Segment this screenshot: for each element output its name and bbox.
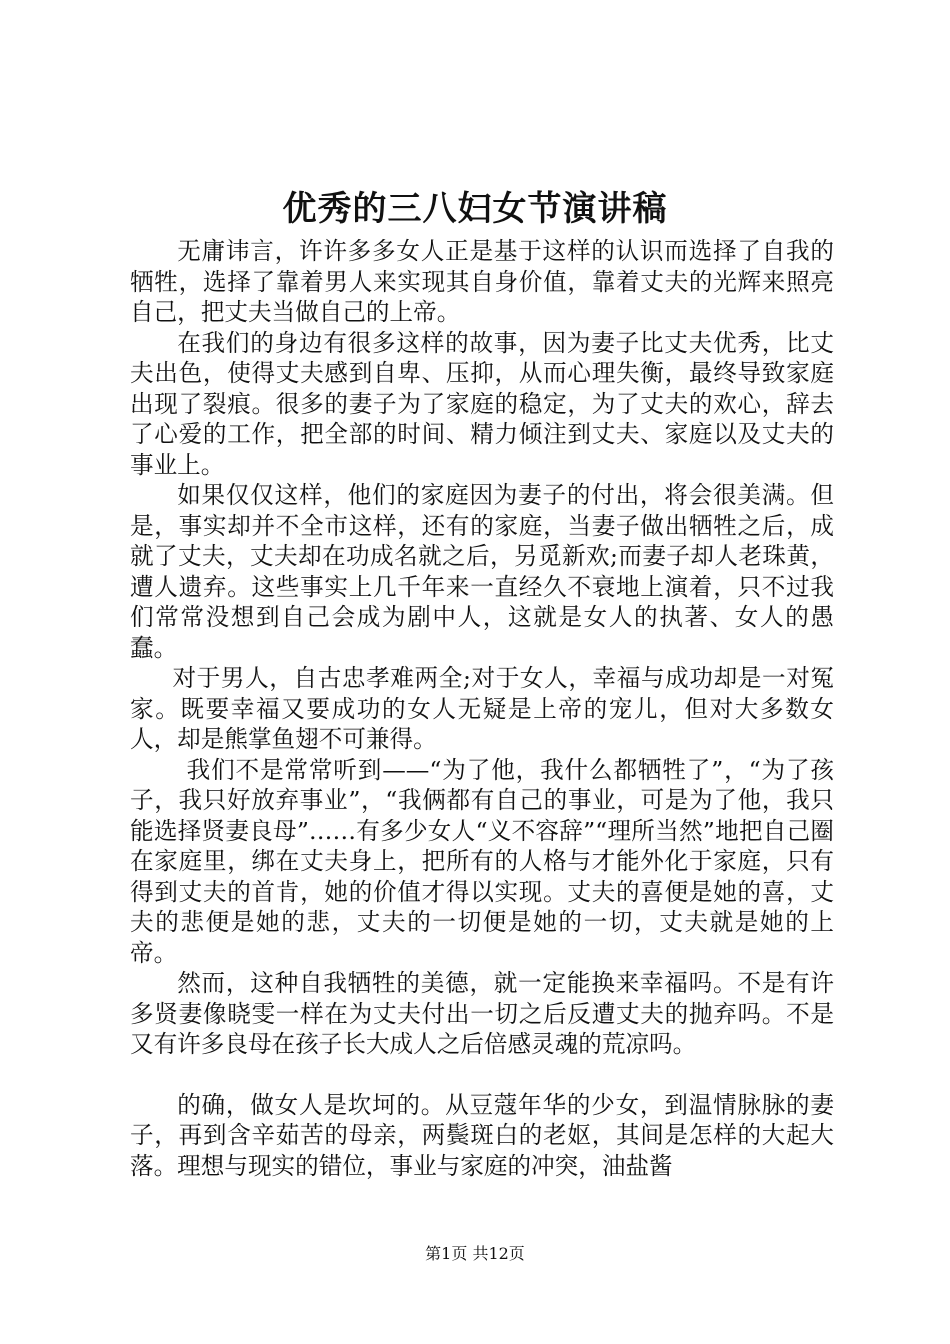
paragraph-3: 如果仅仅这样，他们的家庭因为妻子的付出，将会很美满。但是，事实却并不全市这样，还有的家庭，当妻子做出牺牲之后，成就了丈夫，丈夫却在功成名就之后，另觅新欢;而妻子却人老珠黄，遭人遗弃。这些事实上几千年来一直经久不衰地上演着，只不过我们常常没想到自己会成为剧中人，这就是女人的执著、女人的愚蠢。: [130, 481, 834, 662]
paragraph-1: 无庸讳言，许许多多女人正是基于这样的认识而选择了自我的牺牲，选择了靠着男人来实现其自身价值，靠着丈夫的光辉来照亮自己，把丈夫当做自己的上帝。: [130, 237, 834, 326]
page-footer: 第1页 共12页: [425, 1244, 525, 1263]
paragraph-5: 我们不是常常听到——“为了他，我什么都牺牲了”，“为了孩子，我只好放弃事业”，“我俩都有自己的事业，可是为了他，我只能选择贤妻良母”……有多少女人“义不容辞”“理所当然”地把自己圈在家庭里，绑在丈夫身上，把所有的人格与才能外化于家庭，只有得到丈夫的首肯，她的价值才得以实现。丈夫的喜便是她的喜，丈夫的悲便是她的悲，丈夫的一切便是她的一切，丈夫就是她的上帝。: [130, 755, 834, 967]
paragraph-4: 对于男人，自古忠孝难两全;对于女人，幸福与成功却是一对冤家。既要幸福又要成功的女人无疑是上帝的宠儿，但对大多数女人，却是熊掌鱼翅不可兼得。: [130, 664, 834, 753]
paragraph-6: 然而，这种自我牺牲的美德，就一定能换来幸福吗。不是有许多贤妻像晓雯一样在为丈夫付出一切之后反遭丈夫的抛弃吗。不是又有许多良母在孩子长大成人之后倍感灵魂的荒凉吗。: [130, 969, 834, 1058]
paragraph-7: 的确，做女人是坎坷的。从豆蔻年华的少女，到温情脉脉的妻子，再到含辛茹苦的母亲，两鬓斑白的老妪，其间是怎样的大起大落。理想与现实的错位，事业与家庭的冲突，油盐酱: [130, 1090, 834, 1180]
document-body: [130, 236, 834, 1181]
document-title: 优秀的三八妇女节演讲稿: [282, 189, 668, 229]
paragraph-2: 在我们的身边有很多这样的故事，因为妻子比丈夫优秀，比丈夫出色，使得丈夫感到自卑、压抑，从而心理失衡，最终导致家庭出现了裂痕。很多的妻子为了家庭的稳定，为了丈夫的欢心，辞去了心爱的工作，把全部的时间、精力倾注到丈夫、家庭以及丈夫的事业上。: [130, 328, 834, 479]
